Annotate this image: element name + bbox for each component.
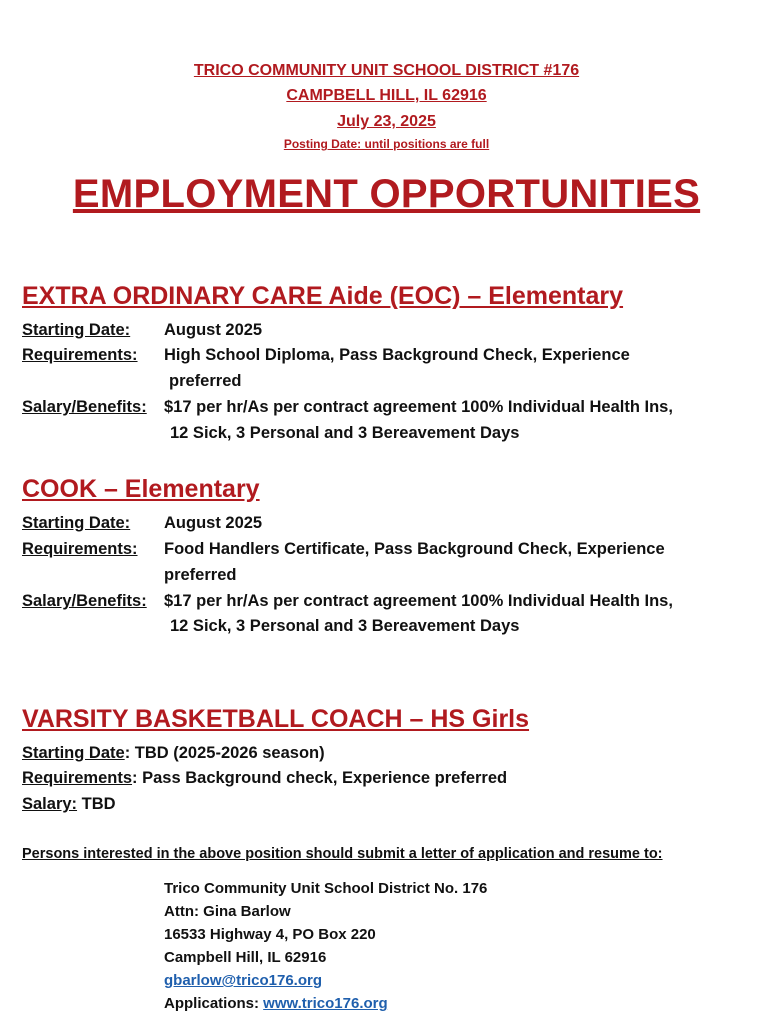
application-instructions: Persons interested in the above position should submit a letter of application and resume to: [22,846,663,862]
job3-salary-row [22,791,116,817]
requirements-value: : Pass Background check, Experience preferred [132,769,508,787]
job2-starting-row [22,510,263,536]
requirements-value-cont: preferred [169,372,242,390]
posting-date-heading: July 23, 2025 [337,113,436,130]
district-city: CAMPBELL HILL, IL 62916 [286,87,487,104]
requirements-label: Requirements [22,769,133,787]
salary-value: TBD [77,795,116,813]
salary-label: Salary/Benefits: [22,398,147,416]
email-link[interactable]: gbarlow@trico176.org [164,972,322,989]
job3-starting-row [22,740,325,766]
salary-value: $17 per hr/As per contract agreement 100% Individual Health Ins, [164,398,673,416]
address-line-city: Campbell Hill, IL 62916 [164,949,327,966]
job1-salary-row [22,394,673,420]
address-line-district: Trico Community Unit School District No. 176 [164,880,488,897]
requirements-label: Requirements: [22,346,138,364]
address-line-attn: Attn: Gina Barlow [164,903,291,920]
job2-salary-row [22,588,673,614]
applications-label: Applications: [164,995,264,1012]
starting-date-value: August 2025 [164,514,263,532]
starting-date-label: Starting Date: [22,514,131,532]
starting-date-label: Starting Date: [22,321,131,339]
email-row [164,972,322,989]
job-title-eoc-aide: EXTRA ORDINARY CARE Aide (EOC) – Elementary [22,282,624,310]
address-line-street: 16533 Highway 4, PO Box 220 [164,926,376,943]
starting-date-value: : TBD (2025-2026 season) [124,744,325,762]
salary-value: $17 per hr/As per contract agreement 100% Individual Health Ins, [164,592,673,610]
page-title: EMPLOYMENT OPPORTUNITIES [72,172,701,216]
job3-requirements-row [22,765,507,791]
posting-note: Posting Date: until positions are full [283,137,490,151]
requirements-value: Food Handlers Certificate, Pass Background Check, Experience [164,540,665,558]
salary-label: Salary: [22,795,78,813]
requirements-value-cont: preferred [164,566,237,584]
salary-value-cont: 12 Sick, 3 Personal and 3 Bereavement Days [170,617,520,635]
district-name: TRICO COMMUNITY UNIT SCHOOL DISTRICT #176 [193,62,580,79]
applications-row [164,995,388,1012]
salary-value-cont: 12 Sick, 3 Personal and 3 Bereavement Days [170,424,520,442]
job-title-cook: COOK – Elementary [22,475,260,503]
starting-date-value: August 2025 [164,321,263,339]
job1-requirements-row [22,342,630,368]
job2-requirements-row [22,536,665,562]
job-title-basketball-coach: VARSITY BASKETBALL COACH – HS Girls [22,705,530,733]
requirements-value: High School Diploma, Pass Background Check, Experience [164,346,630,364]
requirements-label: Requirements: [22,540,138,558]
salary-label: Salary/Benefits: [22,592,147,610]
job1-starting-row [22,317,263,343]
website-link[interactable]: www.trico176.org [263,995,388,1012]
starting-date-label: Starting Date [22,744,125,762]
